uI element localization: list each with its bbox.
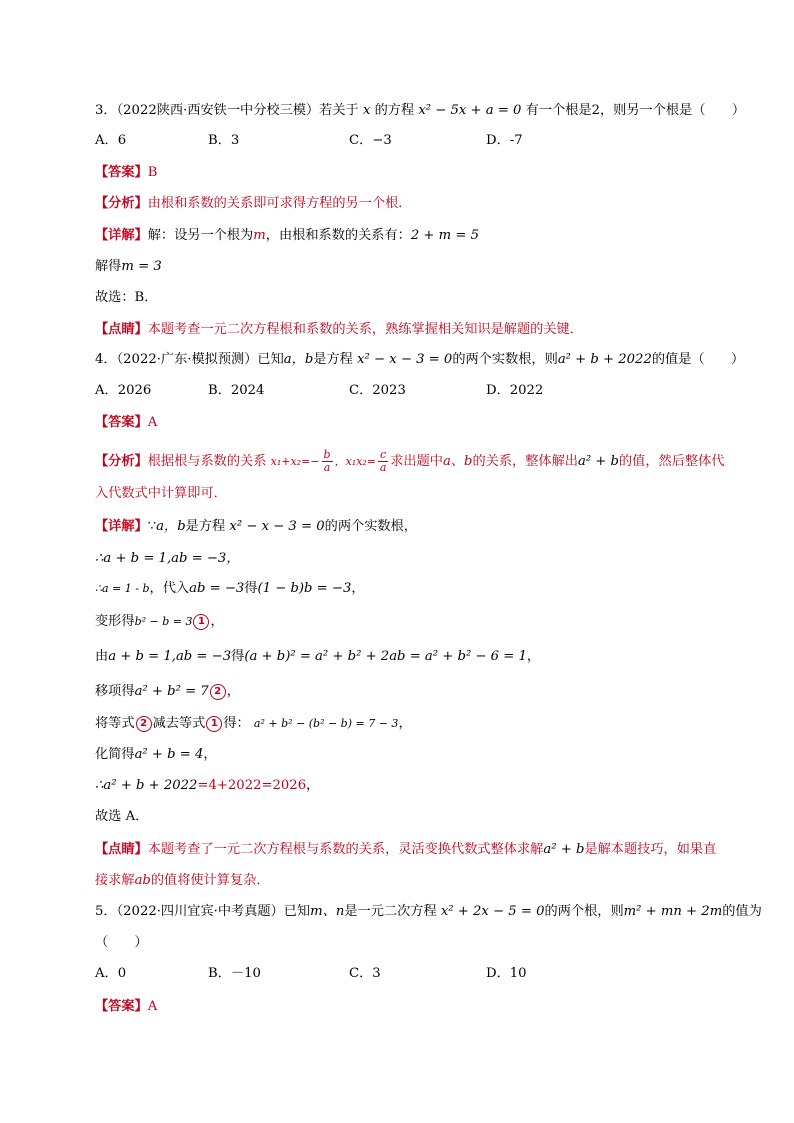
q4-answer-value: A [147, 415, 158, 430]
q3-equation: x² − 5x + a = 0 [418, 103, 522, 118]
q4-d4-eq: b² − b = 3 [134, 615, 193, 628]
q3-comment-text: 本题考查一元二次方程根和系数的关系，熟练掌握相关知识是解题的关键． [147, 322, 583, 337]
q4-detail-line-1 [95, 517, 417, 537]
q4-option-b: B．2024 [208, 383, 265, 398]
q5-stem-prefix: 5．（2022·四川宜宾·中考真题）已知 [95, 904, 311, 919]
q3-detail-text-a: 解：设另一个根为 [147, 228, 254, 243]
q3-detail-2-text: 解得 [95, 259, 122, 274]
q4-analysis-label: 【分析】 [95, 454, 148, 469]
q4-d1-suffix: 的两个实数根， [324, 519, 417, 534]
q4-d1-ab: a，b [156, 519, 186, 534]
question-5-stem [95, 902, 762, 922]
q3-detail-eq: 2 + m = 5 [410, 228, 479, 243]
q4-d5-eq: a + b = 1,ab = −3 [108, 649, 232, 664]
q4-stem-mid2: 的两个实数根，则 [452, 352, 558, 367]
q4-d1-eq: x² − x − 3 = 0 [229, 519, 325, 534]
q4-d1-because: ∵ [147, 519, 157, 534]
q3-analysis-text: 由根和系数的关系即可求得方程的另一个根． [147, 196, 412, 211]
q3-comment [95, 320, 583, 340]
q4-d8-eq: a² + b = 4 [134, 747, 204, 762]
q4-equation: x² − x − 3 = 0 [357, 352, 453, 367]
q3-answer-label: 【答案】 [95, 165, 148, 180]
q4-comment-line-2 [95, 871, 270, 891]
q4-fraction-b-over-a [322, 449, 333, 474]
q3-comment-label: 【点睛】 [95, 322, 148, 337]
q3-stem-mid: 的方程 [374, 103, 415, 118]
q4-option-d: D．2022 [486, 383, 544, 398]
q4-d7-text-c: 得： [223, 716, 250, 731]
q4-detail-line-2: ∴a + b = 1,ab = −3， [95, 551, 240, 566]
q4-answer-label: 【答案】 [95, 415, 148, 430]
q4-d1-text: 是方程 [185, 519, 226, 534]
q4-comment-text-c: 接求解 [95, 873, 135, 888]
q5-stem-mid2: 的两个根，则 [544, 904, 624, 919]
q4-analysis-ab: a、b [442, 454, 473, 469]
q5-option-a: A．0 [95, 966, 127, 981]
q4-d8-text: 化简得 [95, 747, 135, 762]
q4-detail-line-7 [95, 714, 412, 734]
q4-d9-result: =4+2022=2026 [197, 778, 307, 793]
q3-detail-line-3: 故选：B． [95, 290, 158, 305]
q4-analysis-text-a: 根据根与系数的关系 [147, 454, 267, 469]
q3-detail-line-1 [95, 226, 479, 246]
q4-detail-line-4 [95, 612, 224, 632]
q4-d5-text-a: 由 [95, 649, 109, 664]
q4-d5-text-b: 得 [231, 649, 245, 664]
q4-d3-text-a: ，代入 [149, 581, 190, 596]
q4-d3-eq2: ab = −3 [189, 581, 245, 596]
q4-d7-eq: a² + b² − (b² − b) = 7 − 3 [253, 717, 399, 730]
q3-detail-text-b: ，由根和系数的关系有： [265, 228, 411, 243]
q4-stem-prefix: 4．（2022·广东·模拟预测）已知 [95, 352, 284, 367]
q4-detail-line-10: 故选 A． [95, 809, 149, 824]
q3-detail-label: 【详解】 [95, 228, 148, 243]
q4-d6-eq: a² + b² = 7 [134, 684, 209, 699]
question-3-stem [95, 101, 745, 121]
q3-detail-line-2 [95, 257, 162, 277]
q4-d9-eq: ∴a² + b + 2022 [95, 778, 198, 793]
q4-d8-comma: ， [203, 747, 217, 762]
circled-number-2: 2 [210, 684, 226, 700]
q3-option-d: D．-7 [486, 133, 523, 148]
q4-detail-line-6 [95, 682, 240, 702]
q5-option-d: D．10 [486, 966, 527, 981]
q4-comment-label: 【点睛】 [95, 842, 148, 857]
q4-d4-comma: ， [210, 614, 224, 629]
fraction-denominator: a [379, 461, 387, 474]
q4-analysis-line-1 [95, 449, 724, 474]
q4-analysis-expr: a² + b [577, 454, 619, 469]
q5-stem-line-2: （ ） [95, 935, 148, 950]
q4-d4-text: 变形得 [95, 614, 135, 629]
q3-option-b: B．3 [208, 133, 240, 148]
circled-number-1: 1 [206, 716, 222, 732]
q4-stem-mid: 是方程 [313, 352, 353, 367]
q4-d3-text-b: 得 [244, 581, 258, 596]
q4-comment-text-b: 是解本题技巧，如果直 [584, 842, 717, 857]
q4-comment-text-a: 本题考查了一元二次方程根与系数的关系，灵活变换代数式整体求解 [147, 842, 544, 857]
q3-option-c: C．−3 [349, 133, 392, 148]
q5-equation: x² + 2x − 5 = 0 [440, 904, 545, 919]
q4-option-c: C．2023 [349, 383, 406, 398]
q5-stem-mn: m、n [310, 904, 345, 919]
question-4-stem [95, 350, 744, 370]
q4-comment-text-d: 的值将使计算复杂． [150, 873, 270, 888]
q5-stem-suffix: 的值为 [722, 904, 762, 919]
q3-detail-2-eq: m = 3 [121, 259, 162, 274]
q4-d7-text-a: 将等式 [95, 716, 135, 731]
q3-analysis [95, 194, 412, 214]
q4-d9-comma: ， [306, 778, 320, 793]
q5-answer-label: 【答案】 [95, 999, 148, 1014]
q4-d3-comma: ， [351, 581, 365, 596]
q5-answer [95, 997, 157, 1017]
q4-detail-line-5 [95, 647, 540, 667]
q4-detail-line-9 [95, 776, 319, 796]
q5-answer-value: A [147, 999, 158, 1014]
q5-expression: m² + mn + 2m [623, 904, 723, 919]
q4-d3-eq: ∴a = 1 - b [95, 582, 150, 595]
q4-d7-comma: ， [398, 716, 412, 731]
circled-number-2: 2 [136, 716, 152, 732]
q3-option-a: A．6 [95, 133, 127, 148]
q4-d6-text: 移项得 [95, 684, 135, 699]
q3-answer-value: B [147, 165, 158, 180]
q3-stem-var: x [362, 103, 371, 118]
circled-number-1: 1 [193, 614, 209, 630]
fraction-denominator: a [323, 461, 331, 474]
q4-detail-line-3 [95, 579, 365, 599]
fraction-numerator: b [323, 448, 331, 461]
q4-analysis-text-c: 的关系，整体解出 [472, 454, 578, 469]
q4-d3-eq3: (1 − b)b = −3 [257, 581, 352, 596]
q4-analysis-text-b: 求出题中 [390, 454, 443, 469]
q4-comment-line-1 [95, 840, 716, 860]
q5-option-b: B．－10 [208, 966, 261, 981]
q3-stem-prefix: 3．（2022陕西·西安铁一中分校三模）若关于 [95, 103, 359, 118]
q4-d5-comma: ， [526, 649, 541, 664]
q3-detail-var-m: m [253, 228, 266, 243]
q4-comment-ab: ab [134, 873, 151, 888]
q4-fraction-c-over-a [378, 449, 388, 474]
fraction-numerator: c [380, 448, 387, 461]
q4-analysis-sum: x₁+x₂=− [270, 455, 320, 468]
q4-d6-comma: ， [226, 684, 240, 699]
q5-option-c: C．3 [349, 966, 381, 981]
q4-analysis-text-d: 的值，然后整体代 [618, 454, 725, 469]
q4-d5-eq2: (a + b)² = a² + b² + 2ab = a² + b² − 6 = 1 [244, 649, 527, 664]
q5-stem-mid: 是一元二次方程 [344, 904, 437, 919]
q3-stem-suffix: 有一个根是2，则另一个根是（ ） [525, 103, 746, 118]
q4-option-a: A．2026 [95, 383, 152, 398]
q4-detail-line-8 [95, 745, 217, 765]
q4-stem-suffix: 的值是（ ） [651, 352, 745, 367]
q4-expression: a² + b + 2022 [557, 352, 652, 367]
q4-d7-text-b: 减去等式 [152, 716, 206, 731]
q4-analysis-prod: ，x₁x₂= [334, 455, 377, 468]
q3-analysis-label: 【分析】 [95, 196, 148, 211]
q3-answer [95, 163, 157, 183]
q4-analysis-line-2: 入代数式中计算即可． [95, 486, 227, 501]
q4-stem-ab: a，b [283, 352, 314, 367]
q4-detail-label: 【详解】 [95, 519, 148, 534]
q4-comment-expr: a² + b [543, 842, 585, 857]
q4-answer [95, 413, 157, 433]
